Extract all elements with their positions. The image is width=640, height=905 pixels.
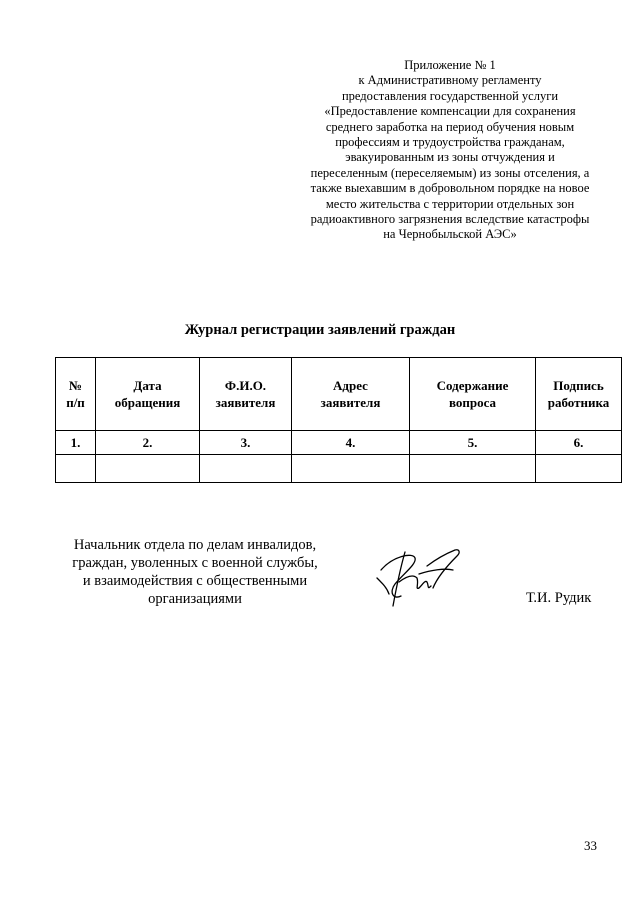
empty-cell: [56, 455, 96, 483]
header-text: Ф.И.О.: [224, 378, 267, 393]
table-empty-row: [56, 455, 622, 483]
journal-title: Журнал регистрации заявлений граждан: [184, 322, 456, 338]
signer-position-line: граждан, уволенных с военной службы,: [72, 555, 318, 571]
empty-cell: [96, 455, 200, 483]
header-cell-date: [96, 358, 200, 431]
handwritten-signature-icon: [375, 544, 470, 614]
signer-position-line: Начальник отдела по делам инвалидов,: [73, 537, 317, 553]
page-number: 33: [584, 838, 597, 853]
header-text: вопроса: [448, 395, 497, 410]
header-text: обращения: [114, 395, 181, 410]
signer-name: Т.И. Рудик: [526, 590, 592, 606]
appendix-line: на Чернобыльской АЭС»: [383, 227, 517, 242]
numbering-cell: 6.: [536, 431, 622, 455]
table-numbering-row: [56, 431, 622, 455]
signer-position: [45, 536, 345, 608]
appendix-line: место жительства с территории отдельных зон: [325, 196, 575, 211]
appendix-line: предоставления государственной услуги: [341, 88, 559, 103]
numbering-cell: 1.: [56, 431, 96, 455]
appendix-line: профессиям и трудоустройства гражданам,: [335, 135, 565, 150]
header-text: №: [68, 378, 83, 393]
appendix-line: Приложение № 1: [404, 58, 496, 72]
table-header-row: [56, 358, 622, 431]
header-text: Подпись: [553, 378, 604, 393]
appendix-header: [300, 58, 600, 243]
signer-position-line: организациями: [148, 591, 242, 607]
appendix-line: радиоактивного загрязнения вследствие катастрофы: [310, 212, 590, 227]
header-text: работника: [547, 395, 610, 410]
signer-position-line: и взаимодействия с общественными: [82, 573, 308, 589]
header-cell-number: [56, 358, 96, 431]
appendix-line: к Административному регламенту: [358, 73, 542, 88]
journal-table: [55, 357, 622, 483]
header-text: Содержание: [436, 378, 509, 393]
numbering-cell: 2.: [96, 431, 200, 455]
header-text: Дата: [133, 378, 162, 393]
appendix-line: переселенным (переселяемым) из зоны отселения, а: [310, 165, 590, 180]
header-text: п/п: [66, 395, 85, 410]
empty-cell: [292, 455, 410, 483]
header-text: заявителя: [215, 395, 276, 410]
appendix-line: также выехавшим в добровольном порядке на новое: [310, 181, 590, 196]
numbering-cell: 5.: [410, 431, 536, 455]
header-cell-address: [292, 358, 410, 431]
appendix-line: эвакуированным из зоны отчуждения и: [345, 150, 555, 165]
header-cell-name: [200, 358, 292, 431]
header-cell-signature: [536, 358, 622, 431]
empty-cell: [410, 455, 536, 483]
numbering-cell: 3.: [200, 431, 292, 455]
empty-cell: [536, 455, 622, 483]
header-cell-content: [410, 358, 536, 431]
appendix-line: среднего заработка на период обучения новым: [325, 119, 575, 134]
appendix-line: «Предоставление компенсации для сохранения: [324, 104, 576, 119]
header-text: заявителя: [320, 395, 381, 410]
empty-cell: [200, 455, 292, 483]
numbering-cell: 4.: [292, 431, 410, 455]
header-text: Адрес: [333, 378, 368, 393]
